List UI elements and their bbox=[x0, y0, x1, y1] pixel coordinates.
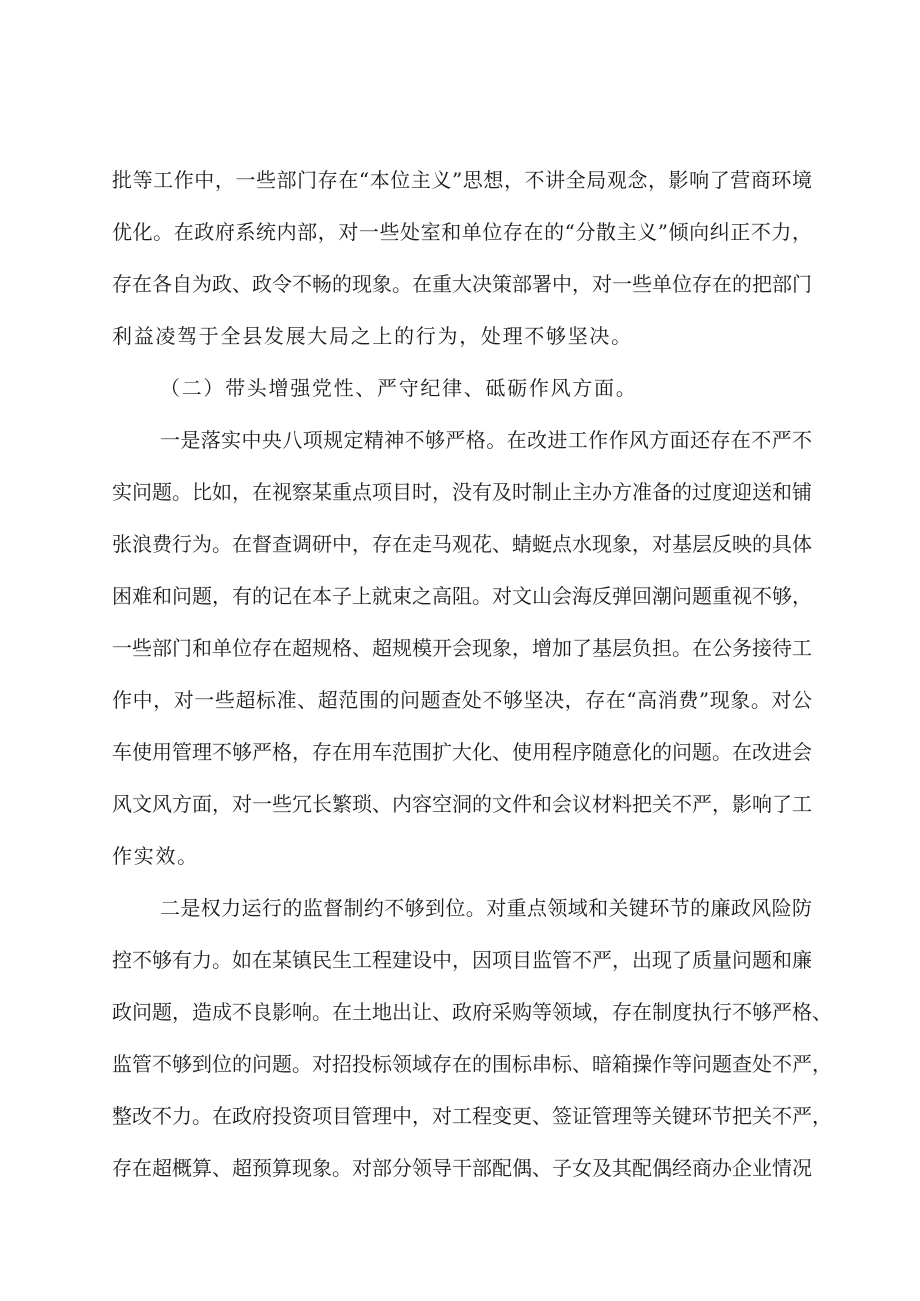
text-line: 存在各自为政、政令不畅的现象。在重大决策部署中，对一些单位存在的把部门 bbox=[112, 272, 812, 296]
section-heading: （二）带头增强党性、严守纪律、砥砺作风方面。 bbox=[160, 376, 638, 400]
text-line: 作实效。 bbox=[112, 844, 199, 868]
text-line: 作中，对一些超标准、超范围的问题查处不够坚决，存在“高消费”现象。对公 bbox=[112, 688, 812, 712]
text-line: 批等工作中，一些部门存在“本位主义”思想，不讲全局观念，影响了营商环境 bbox=[112, 168, 812, 192]
text-line: 一些部门和单位存在超规格、超规模开会现象，增加了基层负担。在公务接待工 bbox=[112, 636, 812, 660]
paragraph-first-line: 一是落实中央八项规定精神不够严格。在改进工作作风方面还存在不严不 bbox=[160, 428, 812, 452]
text-line: 政问题，造成不良影响。在土地出让、政府采购等领域，存在制度执行不够严格、 bbox=[112, 1000, 832, 1024]
text-line: 利益凌驾于全县发展大局之上的行为，处理不够坚决。 bbox=[112, 324, 633, 348]
text-line: 风文风方面，对一些冗长繁琐、内容空洞的文件和会议材料把关不严，影响了工 bbox=[112, 792, 812, 816]
text-line: 张浪费行为。在督查调研中，存在走马观花、蜻蜓点水现象，对基层反映的具体 bbox=[112, 532, 812, 556]
text-line: 困难和问题，有的记在本子上就束之高阻。对文山会海反弹回潮问题重视不够， bbox=[112, 584, 812, 608]
paragraph-first-line: 二是权力运行的监督制约不够到位。对重点领域和关键环节的廉政风险防 bbox=[160, 896, 812, 920]
text-line: 整改不力。在政府投资项目管理中，对工程变更、签证管理等关键环节把关不严， bbox=[112, 1104, 832, 1128]
text-line: 车使用管理不够严格，存在用车范围扩大化、使用程序随意化的问题。在改进会 bbox=[112, 740, 812, 764]
text-line: 控不够有力。如在某镇民生工程建设中，因项目监管不严，出现了质量问题和廉 bbox=[112, 948, 812, 972]
text-line: 监管不够到位的问题。对招投标领域存在的围标串标、暗箱操作等问题查处不严， bbox=[112, 1052, 832, 1076]
text-line: 实问题。比如，在视察某重点项目时，没有及时制止主办方准备的过度迎送和铺 bbox=[112, 480, 812, 504]
text-line: 存在超概算、超预算现象。对部分领导干部配偶、子女及其配偶经商办企业情况 bbox=[112, 1156, 812, 1180]
text-line: 优化。在政府系统内部，对一些处室和单位存在的“分散主义”倾向纠正不力， bbox=[112, 220, 812, 244]
